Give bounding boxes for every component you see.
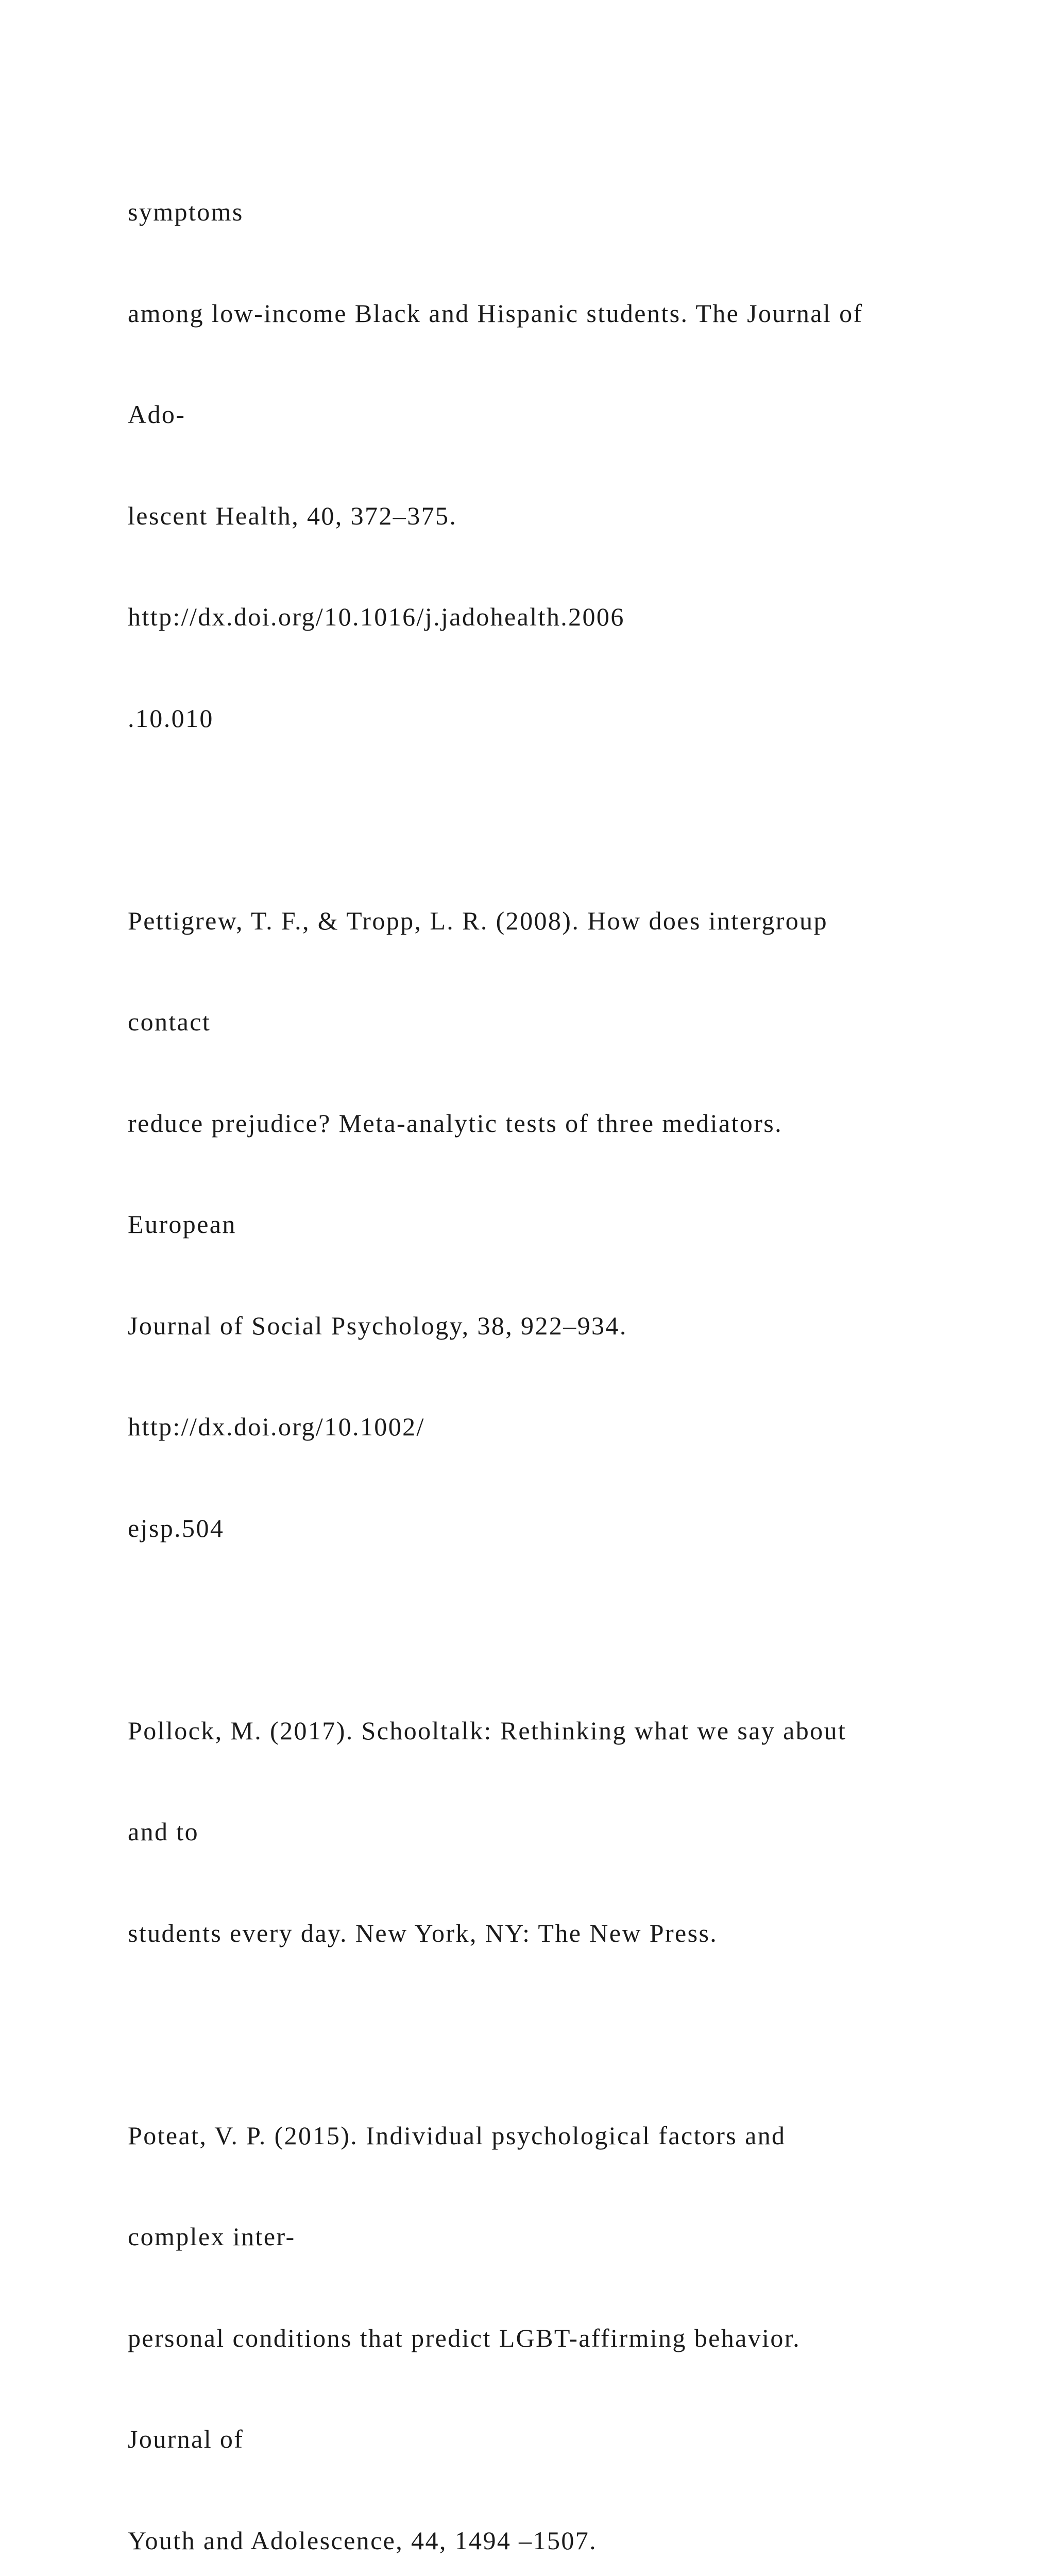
- text-line: among low-income Black and Hispanic students. The Journal of: [128, 298, 863, 328]
- text-line: European: [128, 1210, 236, 1239]
- blank-line: [128, 1613, 1034, 1647]
- text-line: Poteat, V. P. (2015). Individual psychological factors and: [128, 2121, 786, 2150]
- text-line: reduce prejudice? Meta-analytic tests of three mediators.: [128, 1108, 783, 1138]
- blank-line: [128, 2018, 1034, 2052]
- text-line: Pollock, M. (2017). Schooltalk: Rethinking what we say about: [128, 1716, 847, 1745]
- text-line: Youth and Adolescence, 44, 1494 –1507.: [128, 2526, 598, 2555]
- references-text: [128, 128, 1034, 2576]
- text-line: Journal of Social Psychology, 38, 922–934.: [128, 1311, 627, 1340]
- text-line: Pettigrew, T. F., & Tropp, L. R. (2008). How does intergroup: [128, 906, 828, 935]
- text-line: Ado-: [128, 400, 186, 429]
- text-line: ejsp.504: [128, 1513, 225, 1543]
- text-line: Journal of: [128, 2425, 244, 2453]
- text-line: .10.010: [128, 703, 214, 733]
- text-line: personal conditions that predict LGBT-affirming behavior.: [128, 2323, 801, 2352]
- text-line: complex inter-: [128, 2222, 296, 2251]
- text-line: symptoms: [128, 197, 244, 226]
- text-line: and to: [128, 1817, 199, 1846]
- text-line: http://dx.doi.org/10.1002/: [128, 1412, 425, 1441]
- blank-line: [128, 803, 1034, 837]
- text-line: students every day. New York, NY: The New Press.: [128, 1918, 718, 1947]
- text-line: http://dx.doi.org/10.1016/j.jadohealth.2006: [128, 602, 625, 631]
- text-line: contact: [128, 1007, 211, 1036]
- text-line: lescent Health, 40, 372–375.: [128, 501, 457, 530]
